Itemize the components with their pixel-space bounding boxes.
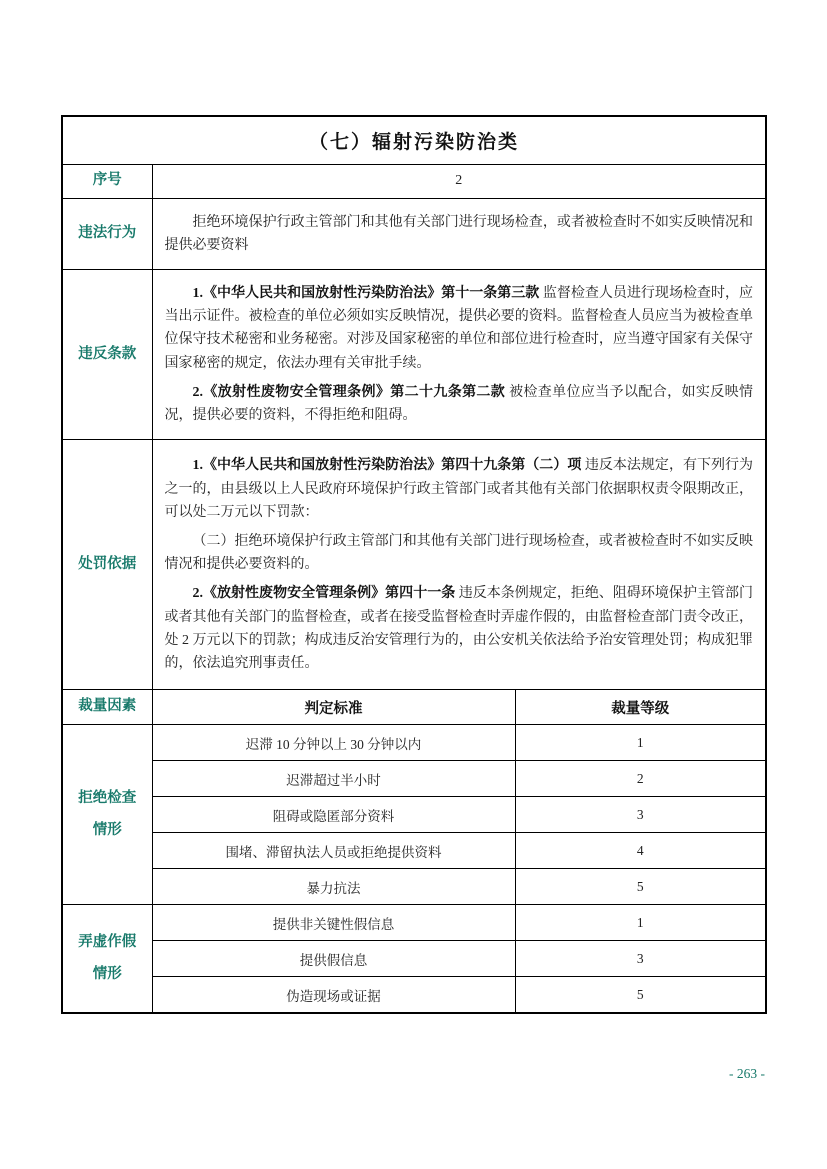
standard-cell: 迟滞 10 分钟以上 30 分钟以内 <box>152 725 515 761</box>
table-row <box>62 440 766 690</box>
law-text: 违反本条例规定，拒绝、阻碍环境保护主管部门或者其他有关部门的监督检查，或者在接受监督检查时弄虚作假的，由监督检查部门责令改正，处 2 万元以下的罚款；构成违反治安管理行为的，由公安机关依法给予治安管理处罚；构成犯罪的，依法追究刑事责任。 <box>164 586 753 672</box>
table-row <box>62 269 766 439</box>
standard-cell: 提供非关键性假信息 <box>152 905 515 941</box>
row-label-illegal-act: 违法行为 <box>62 198 152 269</box>
page-title: （七）辐射污染防治类 <box>62 116 766 164</box>
row-label-serial: 序号 <box>62 164 152 198</box>
level-cell: 2 <box>515 761 766 797</box>
table-row <box>62 164 766 198</box>
table-row <box>62 833 766 869</box>
penalty-basis-cell <box>152 440 766 690</box>
table-row <box>62 977 766 1013</box>
law-text: 被检查单位应当予以配合，如实反映情况，提供必要的资料，不得拒绝和阻碍。 <box>164 384 754 424</box>
standard-cell: 伪造现场或证据 <box>152 977 515 1013</box>
row-label-discretion-factor: 裁量因素 <box>62 690 152 725</box>
level-cell: 1 <box>515 905 766 941</box>
level-cell: 5 <box>515 977 766 1013</box>
standard-cell: 围堵、滞留执法人员或拒绝提供资料 <box>152 833 515 869</box>
table-row <box>62 797 766 833</box>
row-label-falsification: 弄虚作假情形 <box>62 905 152 1013</box>
illegal-act-cell <box>152 198 766 269</box>
row-label-penalty-basis: 处罚依据 <box>62 440 152 690</box>
table-row <box>62 941 766 977</box>
law-text: （二）拒绝环境保护行政主管部门和其他有关部门进行现场检查，或者被检查时不如实反映情况和提供必要资料的。 <box>164 534 753 573</box>
discretion-level-header: 裁量等级 <box>515 690 766 725</box>
law-citation: 2.《放射性废物安全管理条例》第四十一条 <box>192 586 459 602</box>
table-row <box>62 869 766 905</box>
table-row <box>62 116 766 164</box>
penalty-paragraph-2 <box>165 530 754 576</box>
law-citation: 2.《放射性废物安全管理条例》第二十九条第二款 <box>192 384 510 400</box>
level-cell: 1 <box>515 725 766 761</box>
table-row <box>62 198 766 269</box>
violated-clause-cell <box>152 269 766 439</box>
table-row <box>62 690 766 725</box>
table-row <box>62 761 766 797</box>
serial-value: 2 <box>152 164 766 198</box>
standard-cell: 提供假信息 <box>152 941 515 977</box>
clause-paragraph-1 <box>165 282 754 375</box>
law-text: 违反本法规定，有下列行为之一的，由县级以上人民政府环境保护行政主管部门或者其他有关部门依据职权责令限期改正，可以处二万元以下罚款： <box>164 458 754 520</box>
level-cell: 5 <box>515 869 766 905</box>
penalty-paragraph-3 <box>165 582 754 675</box>
page-number: - 263 - <box>729 1066 765 1081</box>
row-label-violated-clause: 违反条款 <box>62 269 152 439</box>
standard-cell: 暴力抗法 <box>152 869 515 905</box>
standard-cell: 阻碍或隐匿部分资料 <box>152 797 515 833</box>
judgment-standard-header: 判定标准 <box>152 690 515 725</box>
illegal-act-text: 拒绝环境保护行政主管部门和其他有关部门进行现场检查，或者被检查时不如实反映情况和提供必要资料 <box>164 214 753 253</box>
level-cell: 3 <box>515 797 766 833</box>
law-citation: 1.《中华人民共和国放射性污染防治法》第四十九条第（二）项 <box>192 458 585 474</box>
table-row <box>62 905 766 941</box>
law-text: 监督检查人员进行现场检查时，应当出示证件。被检查的单位必须如实反映情况，提供必要的资料。监督检查人员应当为被检查单位保守技术秘密和业务秘密。对涉及国家秘密的单位和部位进行检查时，应当遵守国家有关保守国家秘密的规定，依法办理有关审批手续。 <box>164 285 754 371</box>
level-cell: 3 <box>515 941 766 977</box>
table-row <box>62 725 766 761</box>
penalty-paragraph-1 <box>165 454 754 524</box>
level-cell: 4 <box>515 833 766 869</box>
law-citation: 1.《中华人民共和国放射性污染防治法》第十一条第三款 <box>192 285 543 301</box>
regulation-table <box>61 115 767 1014</box>
clause-paragraph-2 <box>165 381 754 427</box>
standard-cell: 迟滞超过半小时 <box>152 761 515 797</box>
row-label-refuse-inspection: 拒绝检查情形 <box>62 725 152 905</box>
